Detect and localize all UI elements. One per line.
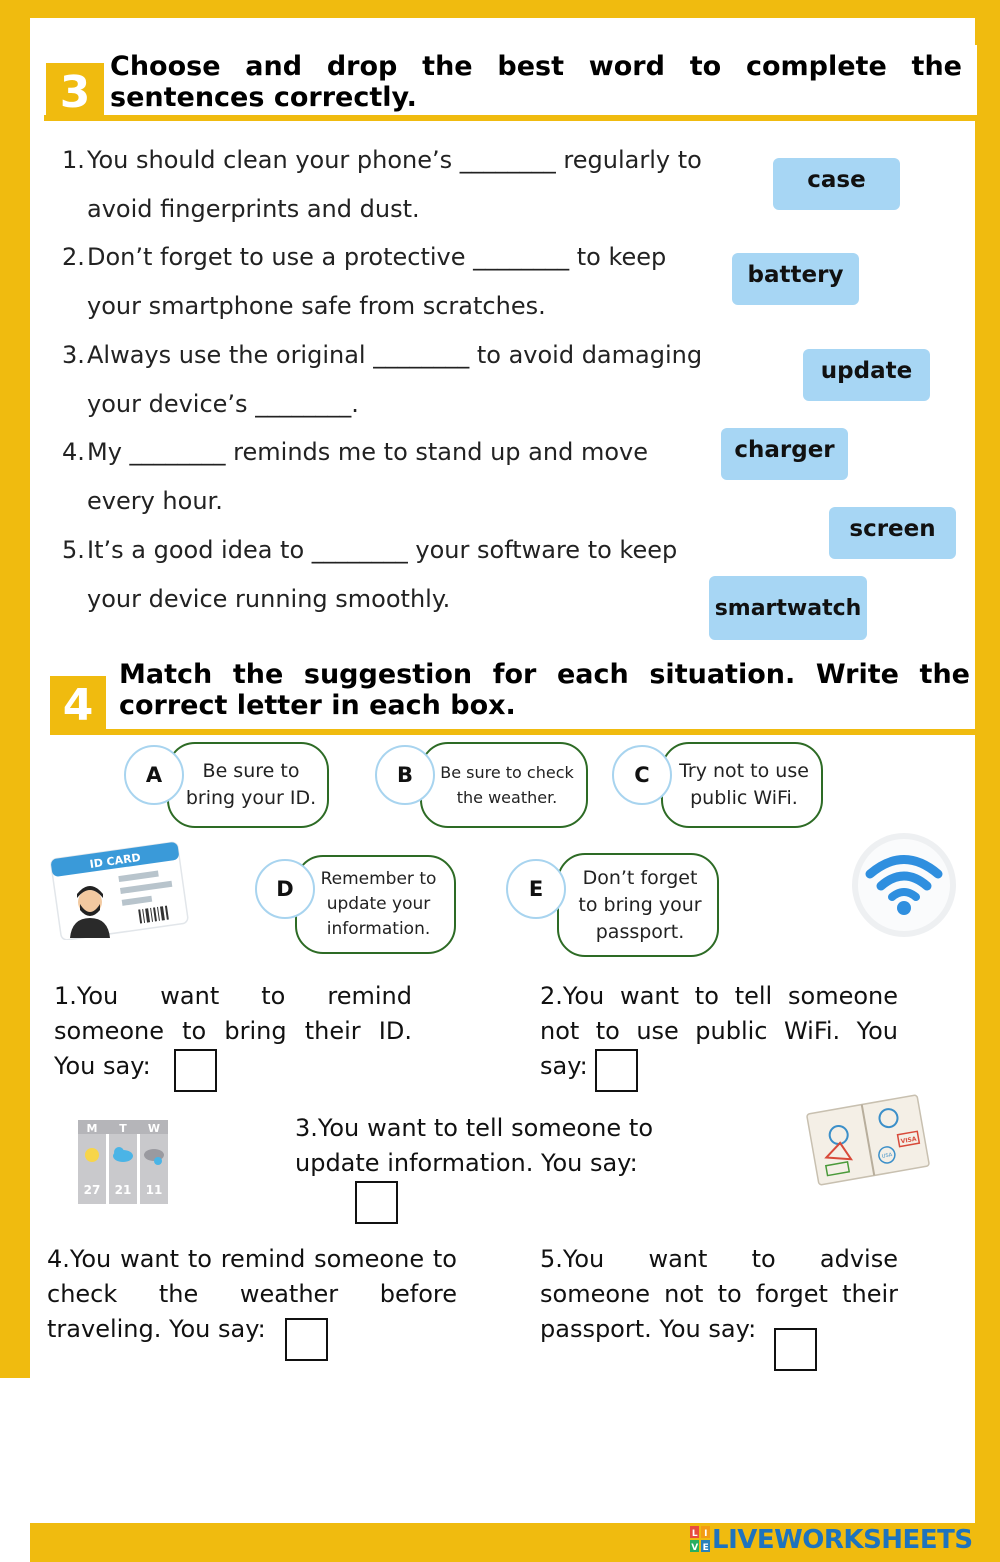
- question-2: 2.You want to tell someone not to use public WiFi. You say:: [540, 982, 898, 1080]
- passport-stamp: VISA: [900, 1135, 918, 1146]
- question-3: 3.You want to tell someone to update information. You say:: [295, 1114, 653, 1177]
- option-d-text: Remember to update your information.: [295, 855, 456, 954]
- question-5: 5.You want to advise someone not to forget their passport. You say:: [540, 1245, 898, 1343]
- answer-box-3[interactable]: [355, 1181, 398, 1224]
- sentence-3: [62, 331, 702, 429]
- weather-day: M: [86, 1122, 98, 1135]
- option-e-text: Don’t forget to bring your passport.: [557, 853, 719, 957]
- svg-text:I: I: [704, 1529, 707, 1539]
- id-card-label: ID CARD: [88, 850, 142, 871]
- sentence-text: Don’t forget to use a protective ________ to keep: [87, 243, 667, 271]
- word-chip-screen[interactable]: screen: [829, 507, 956, 559]
- liveworksheets-logo: [690, 1525, 973, 1555]
- wifi-icon: [849, 830, 959, 940]
- sentence-4: [62, 428, 648, 526]
- word-chip-battery[interactable]: battery: [732, 253, 859, 305]
- section4-number: 4: [50, 676, 106, 734]
- page-margin: [0, 1378, 30, 1562]
- option-a-letter: A: [124, 745, 184, 805]
- brand-icon: [690, 1526, 710, 1552]
- answer-box-1[interactable]: [174, 1049, 217, 1092]
- sentence-number: 3.: [62, 341, 85, 369]
- option-c-text: Try not to use public WiFi.: [661, 742, 823, 828]
- weather-calendar-icon: [78, 1120, 170, 1204]
- sentence-5: [62, 526, 677, 624]
- passport-stamp: USA: [881, 1152, 893, 1160]
- weather-temp: 11: [145, 1183, 163, 1197]
- question-4: 4.You want to remind someone to check the weather before traveling. You say:: [47, 1245, 457, 1343]
- weather-day: W: [147, 1122, 161, 1135]
- section4-instruction: Match the suggestion for each situation. Write the correct letter in each box.: [119, 659, 970, 721]
- sentence-text: your smartphone safe from scratches.: [87, 292, 546, 320]
- sentence-number: 2.: [62, 243, 85, 271]
- sentence-text: It’s a good idea to ________ your software to keep: [87, 536, 678, 564]
- weather-day: T: [119, 1122, 127, 1135]
- option-b-text: Be sure to check the weather.: [420, 742, 588, 828]
- option-a-text: Be sure to bring your ID.: [167, 742, 329, 828]
- option-c-letter: C: [612, 745, 672, 805]
- sentence-2: [62, 233, 666, 331]
- word-chip-case[interactable]: case: [773, 158, 900, 210]
- answer-box-2[interactable]: [595, 1049, 638, 1092]
- question-1: 1.You want to remind someone to bring their ID. You say:: [54, 982, 412, 1080]
- brand-name: LIVEWORKSHEETS: [712, 1525, 973, 1555]
- word-chip-charger[interactable]: charger: [721, 428, 848, 480]
- answer-box-4[interactable]: [285, 1318, 328, 1361]
- svg-text:V: V: [691, 1543, 698, 1552]
- option-d-letter: D: [255, 859, 315, 919]
- svg-text:L: L: [691, 1529, 698, 1539]
- sentence-1: [62, 136, 702, 234]
- sentence-text: You should clean your phone’s ________ regularly to: [87, 146, 702, 174]
- weather-temp: 21: [114, 1183, 132, 1197]
- weather-temp: 27: [83, 1183, 101, 1197]
- answer-box-5[interactable]: [774, 1328, 817, 1371]
- sentence-number: 5.: [62, 536, 85, 564]
- section3-instruction: Choose and drop the best word to complete the sentences correctly.: [110, 51, 962, 113]
- sentence-number: 4.: [62, 438, 85, 466]
- sentence-text: My ________ reminds me to stand up and move: [87, 438, 648, 466]
- sentence-text: every hour.: [87, 487, 223, 515]
- sentence-text: avoid fingerprints and dust.: [87, 195, 420, 223]
- id-card-icon: [50, 838, 190, 940]
- word-chip-smartwatch[interactable]: smartwatch: [709, 576, 867, 640]
- section3-number: 3: [46, 63, 104, 121]
- sentence-text: your device’s ________.: [87, 390, 359, 418]
- option-b-letter: B: [375, 745, 435, 805]
- passport-icon: [804, 1090, 932, 1190]
- option-e-letter: E: [506, 859, 566, 919]
- sentence-text: Always use the original ________ to avoid damaging: [87, 341, 703, 369]
- sentence-number: 1.: [62, 146, 85, 174]
- word-chip-update[interactable]: update: [803, 349, 930, 401]
- svg-text:E: E: [702, 1543, 709, 1552]
- sentence-text: your device running smoothly.: [87, 585, 451, 613]
